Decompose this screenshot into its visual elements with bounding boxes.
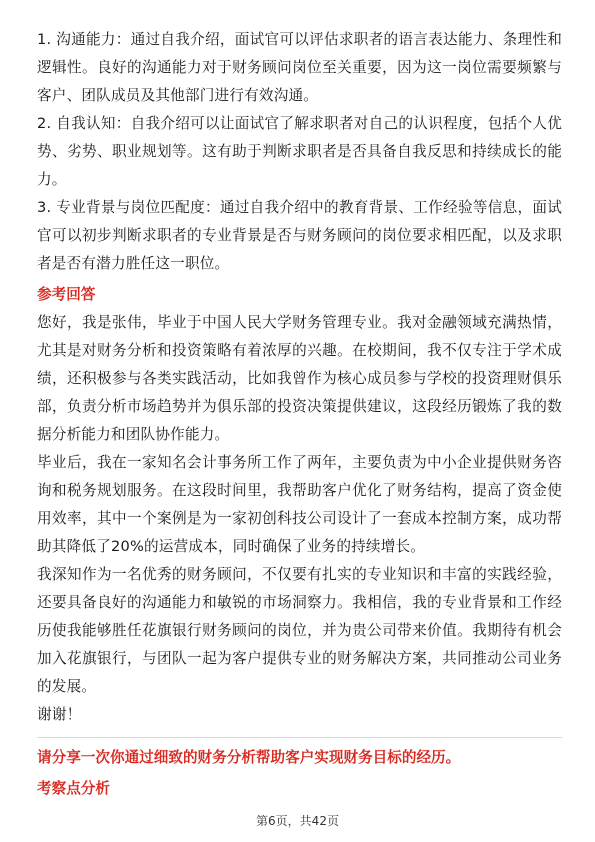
analysis-heading: 考察点分析 (37, 780, 110, 797)
answer-paragraph-intro: 您好，我是张伟，毕业于中国人民大学财务管理专业。我对金融领域充满热情，尤其是对财务分析和投资策略有着浓厚的兴趣。在校期间，我不仅专注于学术成绩，还积极参与各类实践活动，比如我曾作为核心成员参与学校的投资理财俱乐部，负责分析市场趋势并为俱乐部的投资决策提供建议，这段经历锻炼了我的数据分析能力和团队协作能力。 (37, 314, 562, 443)
point-self-awareness: 2. 自我认知：自我介绍可以让面试官了解求职者对自己的认识程度，包括个人优势、劣势、职业规划等。这有助于判断求职者是否具备自我反思和持续成长的能力。 (37, 115, 562, 188)
answer-paragraph-experience: 毕业后，我在一家知名会计事务所工作了两年，主要负责为中小企业提供财务咨询和税务规划服务。在这段时间里，我帮助客户优化了财务结构，提高了资金使用效率，其中一个案例是为一家初创科技公司设计了一套成本控制方案，成功帮助其降低了20%的运营成本，同时确保了业务的持续增长。 (37, 454, 562, 555)
answer-paragraph-thanks: 谢谢！ (37, 706, 82, 723)
document-page (37, 26, 562, 803)
question-heading: 请分享一次你通过细致的财务分析帮助客户实现财务目标的经历。 (37, 749, 461, 766)
point-background-fit: 3. 专业背景与岗位匹配度：通过自我介绍中的教育背景、工作经验等信息，面试官可以初步判断求职者的专业背景是否与财务顾问的岗位要求相匹配，以及求职者是否有潜力胜任这一职位。 (37, 199, 562, 272)
page-number: 第6页，共42页 (256, 814, 339, 828)
section-divider (37, 737, 562, 738)
answer-paragraph-motivation: 我深知作为一名优秀的财务顾问，不仅要有扎实的专业知识和丰富的实践经验，还要具备良好的沟通能力和敏锐的市场洞察力。我相信，我的专业背景和工作经历使我能够胜任花旗银行财务顾问的岗位，并为贵公司带来价值。我期待有机会加入花旗银行，与团队一起为客户提供专业的财务解决方案，共同推动公司业务的发展。 (37, 566, 562, 695)
reference-answer-heading: 参考回答 (37, 286, 96, 303)
point-communication: 1. 沟通能力：通过自我介绍，面试官可以评估求职者的语言表达能力、条理性和逻辑性。良好的沟通能力对于财务顾问岗位至关重要，因为这一岗位需要频繁与客户、团队成员及其他部门进行有效沟通。 (37, 31, 562, 104)
